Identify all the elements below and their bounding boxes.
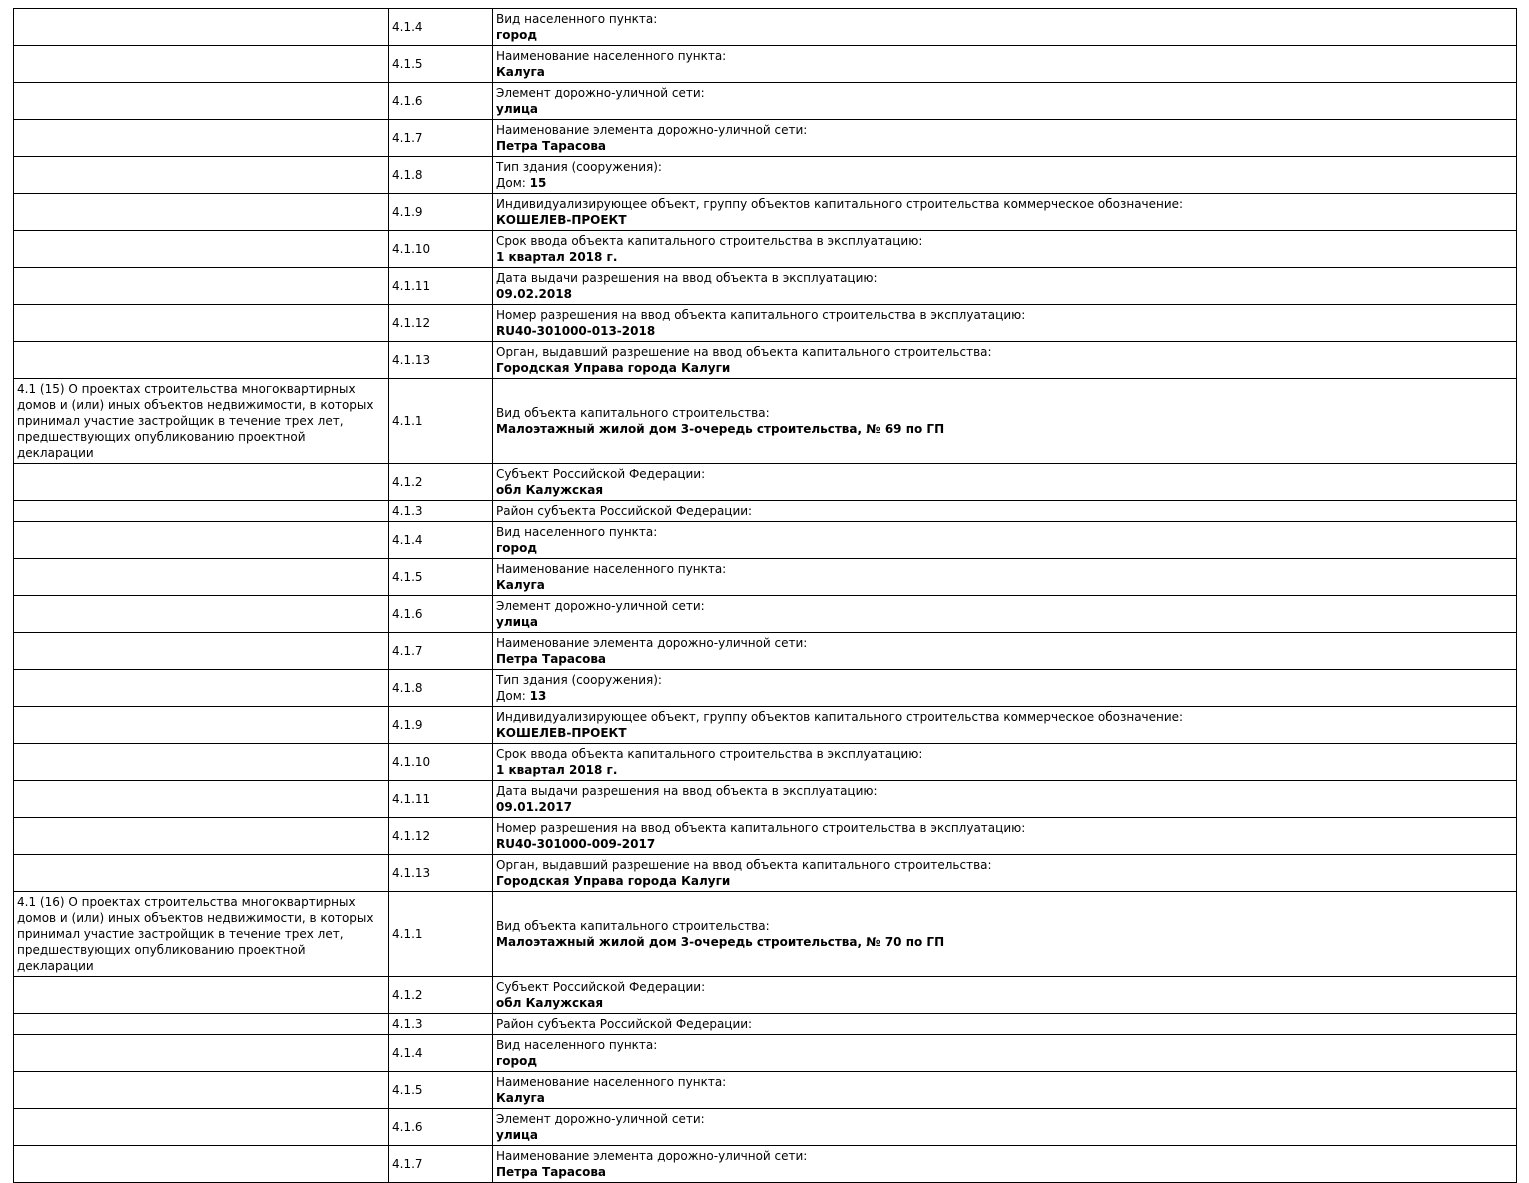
table-row [14,379,1517,464]
section-description-cell [14,83,389,120]
row-content-cell [493,707,1517,744]
field-value: 1 квартал 2018 г. [496,763,618,777]
field-value: город [496,28,538,42]
row-number-cell [389,46,493,83]
row-content-cell [493,559,1517,596]
row-number-cell [389,1035,493,1072]
field-value: 09.02.2018 [496,287,572,301]
field-label: Район субъекта Российской Федерации: [496,504,753,518]
row-content-cell [493,977,1517,1014]
table-row [14,522,1517,559]
field-label: Индивидуализирующее объект, группу объектов капитального строительства коммерческое обозначение: [496,710,1184,724]
section-description-cell [14,1109,389,1146]
row-number: 4.1.5 [392,570,423,584]
field-value: Петра Тарасова [496,652,607,666]
row-content-cell [493,157,1517,194]
row-number: 4.1.4 [392,533,423,547]
field-label: Срок ввода объекта капитального строительства в эксплуатацию: [496,234,923,248]
field-label: Наименование населенного пункта: [496,562,727,576]
field-label: Наименование элемента дорожно-уличной сети: [496,1149,808,1163]
field-label: Элемент дорожно-уличной сети: [496,1112,705,1126]
field-value: RU40-301000-009-2017 [496,837,656,851]
row-number-cell [389,707,493,744]
section-description-cell [14,501,389,522]
row-content-cell [493,501,1517,522]
row-number-cell [389,522,493,559]
field-value: 09.01.2017 [496,800,572,814]
row-number-cell [389,1146,493,1183]
table-row [14,818,1517,855]
row-number-cell [389,379,493,464]
row-content-cell [493,9,1517,46]
row-content-cell [493,633,1517,670]
field-label: Субъект Российской Федерации: [496,467,706,481]
row-number-cell [389,305,493,342]
row-content-cell [493,522,1517,559]
section-description-cell [14,379,389,464]
field-value: улица [496,615,539,629]
row-number: 4.1.6 [392,94,423,108]
row-number: 4.1.11 [392,279,431,293]
field-label: Вид населенного пункта: [496,12,658,26]
table-row [14,596,1517,633]
row-number: 4.1.5 [392,1083,423,1097]
field-value: город [496,541,538,555]
row-content-cell [493,818,1517,855]
field-value: улица [496,1128,539,1142]
row-number: 4.1.6 [392,607,423,621]
section-description-cell [14,522,389,559]
row-number-cell [389,9,493,46]
row-number-cell [389,464,493,501]
declaration-table-body [14,9,1517,1183]
table-row [14,707,1517,744]
row-number: 4.1.4 [392,20,423,34]
row-content-cell [493,670,1517,707]
field-value-prefix: Дом: [496,689,530,703]
table-row [14,1072,1517,1109]
row-content-cell [493,1072,1517,1109]
row-number: 4.1.10 [392,755,431,769]
field-value: RU40-301000-013-2018 [496,324,656,338]
field-value: Городская Управа города Калуги [496,874,731,888]
row-content-cell [493,1146,1517,1183]
table-row [14,501,1517,522]
field-label: Наименование элемента дорожно-уличной сети: [496,636,808,650]
row-content-cell [493,83,1517,120]
section-description-cell [14,855,389,892]
table-row [14,892,1517,977]
table-row [14,464,1517,501]
section-description-cell [14,1014,389,1035]
row-number: 4.1.5 [392,57,423,71]
row-content-cell [493,231,1517,268]
section-description-cell [14,120,389,157]
row-number: 4.1.12 [392,829,431,843]
row-number: 4.1.13 [392,866,431,880]
field-label: Наименование населенного пункта: [496,1075,727,1089]
row-content-cell [493,379,1517,464]
table-row [14,781,1517,818]
row-number: 4.1.11 [392,792,431,806]
section-description-cell [14,977,389,1014]
row-number-cell [389,501,493,522]
row-content-cell [493,744,1517,781]
row-number-cell [389,194,493,231]
row-number: 4.1.8 [392,681,423,695]
table-row [14,559,1517,596]
section-description-cell [14,46,389,83]
row-number-cell [389,231,493,268]
row-content-cell [493,596,1517,633]
field-value: обл Калужская [496,996,604,1010]
field-label: Вид населенного пункта: [496,1038,658,1052]
row-number: 4.1.1 [392,414,423,428]
section-description-cell [14,305,389,342]
field-label: Номер разрешения на ввод объекта капитального строительства в эксплуатацию: [496,821,1026,835]
row-number: 4.1.6 [392,1120,423,1134]
section-description-cell [14,464,389,501]
row-number: 4.1.9 [392,205,423,219]
field-value: Калуга [496,578,545,592]
field-value: Петра Тарасова [496,139,607,153]
row-number: 4.1.7 [392,131,423,145]
table-row [14,1035,1517,1072]
field-label: Наименование элемента дорожно-уличной сети: [496,123,808,137]
field-label: Вид населенного пункта: [496,525,658,539]
field-value: улица [496,102,539,116]
field-value: 1 квартал 2018 г. [496,250,618,264]
field-label: Вид объекта капитального строительства: [496,406,770,420]
table-row [14,977,1517,1014]
field-label: Номер разрешения на ввод объекта капитального строительства в эксплуатацию: [496,308,1026,322]
row-number: 4.1.7 [392,644,423,658]
table-row [14,1014,1517,1035]
field-value: Петра Тарасова [496,1165,607,1179]
section-description-cell [14,707,389,744]
section-description-cell [14,268,389,305]
row-number-cell [389,342,493,379]
table-row [14,120,1517,157]
section-description-cell [14,559,389,596]
field-value: обл Калужская [496,483,604,497]
table-row [14,633,1517,670]
row-number: 4.1.12 [392,316,431,330]
section-description-cell [14,1146,389,1183]
section-description-cell [14,157,389,194]
row-content-cell [493,1035,1517,1072]
table-row [14,9,1517,46]
row-content-cell [493,464,1517,501]
table-row [14,670,1517,707]
section-description-cell [14,596,389,633]
row-number-cell [389,559,493,596]
row-content-cell [493,268,1517,305]
field-value-prefix: Дом: [496,176,530,190]
field-value-text: 15 [529,176,547,190]
row-number-cell [389,1109,493,1146]
row-number-cell [389,596,493,633]
row-number-cell [389,670,493,707]
field-value [496,175,1513,191]
row-number-cell [389,83,493,120]
section-description: 4.1 (15) О проектах строительства многоквартирных домов и (или) иных объектов недвижимости, в которых принимал участие застройщик в течение трех лет, предшествующих опубликованию проектной декларации [17,382,374,460]
table-row [14,268,1517,305]
table-row [14,744,1517,781]
field-label: Орган, выдавший разрешение на ввод объекта капитального строительства: [496,858,992,872]
field-label: Наименование населенного пункта: [496,49,727,63]
section-description-cell [14,892,389,977]
row-number: 4.1.2 [392,988,423,1002]
row-number: 4.1.13 [392,353,431,367]
row-number-cell [389,892,493,977]
row-number-cell [389,855,493,892]
section-description-cell [14,744,389,781]
section-description-cell [14,781,389,818]
row-number-cell [389,781,493,818]
row-content-cell [493,1109,1517,1146]
field-label: Район субъекта Российской Федерации: [496,1017,753,1031]
section-description-cell [14,342,389,379]
table-row [14,1109,1517,1146]
table-row [14,83,1517,120]
field-value: КОШЕЛЕВ-ПРОЕКТ [496,213,627,227]
section-description-cell [14,231,389,268]
row-number-cell [389,120,493,157]
field-label: Элемент дорожно-уличной сети: [496,599,705,613]
row-number-cell [389,1014,493,1035]
table-row [14,194,1517,231]
section-description-cell [14,670,389,707]
row-number: 4.1.2 [392,475,423,489]
table-row [14,157,1517,194]
table-row [14,855,1517,892]
field-value: Городская Управа города Калуги [496,361,731,375]
table-row [14,231,1517,268]
row-number-cell [389,633,493,670]
section-description-cell [14,633,389,670]
field-value: КОШЕЛЕВ-ПРОЕКТ [496,726,627,740]
section-description-cell [14,1072,389,1109]
field-label: Тип здания (сооружения): [496,160,662,174]
field-label: Тип здания (сооружения): [496,673,662,687]
field-label: Вид объекта капитального строительства: [496,919,770,933]
section-description-cell [14,1035,389,1072]
row-number-cell [389,1072,493,1109]
row-content-cell [493,305,1517,342]
field-label: Дата выдачи разрешения на ввод объекта в эксплуатацию: [496,784,878,798]
section-description: 4.1 (16) О проектах строительства многоквартирных домов и (или) иных объектов недвижимости, в которых принимал участие застройщик в течение трех лет, предшествующих опубликованию проектной декларации [17,895,374,973]
field-value: Калуга [496,65,545,79]
row-number-cell [389,977,493,1014]
table-row [14,1146,1517,1183]
project-declaration-table [13,8,1517,1183]
row-content-cell [493,855,1517,892]
row-number-cell [389,157,493,194]
field-label: Орган, выдавший разрешение на ввод объекта капитального строительства: [496,345,992,359]
row-number: 4.1.4 [392,1046,423,1060]
row-content-cell [493,120,1517,157]
field-label: Дата выдачи разрешения на ввод объекта в эксплуатацию: [496,271,878,285]
row-number-cell [389,744,493,781]
row-number: 4.1.10 [392,242,431,256]
field-label: Элемент дорожно-уличной сети: [496,86,705,100]
row-content-cell [493,892,1517,977]
field-label: Субъект Российской Федерации: [496,980,706,994]
row-content-cell [493,1014,1517,1035]
field-value-text: 13 [529,689,547,703]
table-row [14,46,1517,83]
row-number: 4.1.8 [392,168,423,182]
row-content-cell [493,342,1517,379]
row-content-cell [493,781,1517,818]
row-number: 4.1.7 [392,1157,423,1171]
row-number: 4.1.1 [392,927,423,941]
table-row [14,342,1517,379]
table-row [14,305,1517,342]
field-value: Малоэтажный жилой дом 3-очередь строительства, № 69 по ГП [496,422,945,436]
row-content-cell [493,194,1517,231]
field-value [496,688,1513,704]
row-number: 4.1.3 [392,504,423,518]
field-label: Индивидуализирующее объект, группу объектов капитального строительства коммерческое обозначение: [496,197,1184,211]
section-description-cell [14,9,389,46]
row-number-cell [389,818,493,855]
row-number: 4.1.9 [392,718,423,732]
row-number: 4.1.3 [392,1017,423,1031]
field-value: город [496,1054,538,1068]
row-content-cell [493,46,1517,83]
section-description-cell [14,194,389,231]
field-value: Малоэтажный жилой дом 3-очередь строительства, № 70 по ГП [496,935,945,949]
section-description-cell [14,818,389,855]
field-value: Калуга [496,1091,545,1105]
field-label: Срок ввода объекта капитального строительства в эксплуатацию: [496,747,923,761]
row-number-cell [389,268,493,305]
